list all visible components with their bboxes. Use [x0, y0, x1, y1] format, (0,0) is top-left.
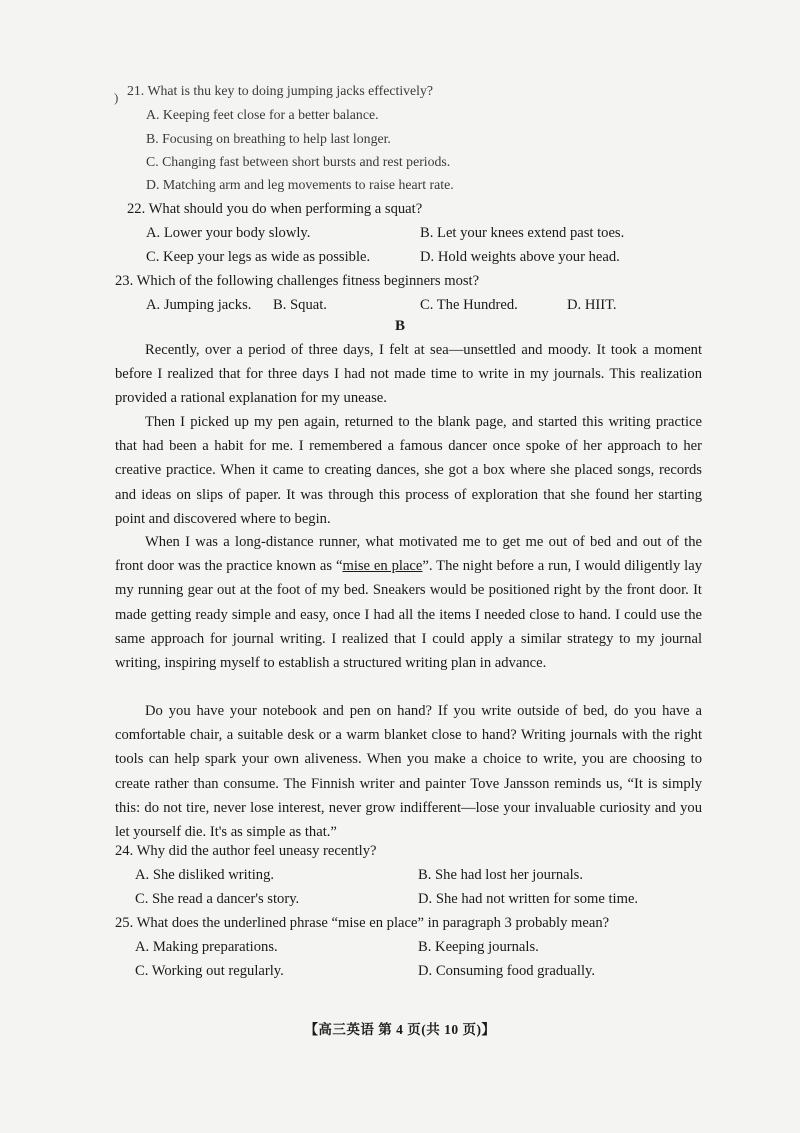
passage-paragraph: Then I picked up my pen again, returned to the blank page, and started this writing practice that had been a habit for me. I remembered a famous dancer once spoke of her approach to her creative practice. When it came to creating dances, she got a box where she placed songs, records and ideas on slips of paper. It was through this process of exploration that she found her starting point and discovered where to begin.	[115, 414, 702, 527]
page-footer: 【高三英语 第 4 页(共 10 页)】	[304, 1022, 496, 1037]
answer-option: B. She had lost her journals.	[418, 867, 583, 883]
answer-option: A. Keeping feet close for a better balance.	[146, 107, 379, 122]
answer-option: D. Hold weights above your head.	[420, 249, 620, 265]
answer-option: A. Jumping jacks.	[146, 297, 252, 313]
answer-option: D. HIIT.	[567, 297, 617, 313]
passage-paragraph: Do you have your notebook and pen on hand? If you write outside of bed, do you have a comfortable chair, a suitable desk or a warm blanket close to hand? Writing journals with the right tools can help spark your own aliveness. When you make a choice to write, you are choosing to create rather than consume. The Finnish writer and painter Tove Jansson reminds us, “It is simply this: do not tire, never lose interest, never grow indifferent—lose your invaluable curiosity and you let yourself die. It's as simple as that.”	[115, 703, 702, 841]
passage-paragraph: Recently, over a period of three days, I felt at sea—unsettled and moody. It took a moment before I realized that for three days I had not made time to write in my journals. This realization provided a rational explanation for my unease.	[115, 342, 702, 407]
answer-option: B. Squat.	[273, 297, 327, 313]
answer-option: C. Keep your legs as wide as possible.	[146, 249, 371, 265]
paragraph-text: ”. The night before a run, I would diligently lay my running gear out at the foot of my bed. Sneakers would be positioned right by the front door. It made getting ready simple and easy, once I had all the items I needed close to hand. I could use the same approach for journal writing. I realized that I could apply a similar strategy to my journal writing, inspiring myself to establish a structured writing plan in advance.	[115, 558, 702, 672]
answer-option: D. She had not written for some time.	[418, 891, 639, 907]
answer-option: D. Matching arm and leg movements to raise heart rate.	[146, 177, 454, 192]
answer-option: C. Working out regularly.	[135, 963, 284, 979]
question-stem: 24. Why did the author feel uneasy recently?	[115, 843, 377, 859]
answer-option: A. Lower your body slowly.	[146, 225, 311, 241]
paragraph-text: When I was a long-distance runner, what motivated me to get me out of bed and out of the front door was the practice known as “	[115, 534, 702, 575]
question-stem: 22. What should you do when performing a squat?	[127, 201, 423, 217]
answer-option: D. Consuming food gradually.	[418, 963, 595, 979]
margin-mark: )	[114, 90, 119, 105]
question-stem: 23. Which of the following challenges fitness beginners most?	[115, 273, 480, 289]
answer-option: B. Let your knees extend past toes.	[420, 225, 625, 241]
question-stem: 21. What is thu key to doing jumping jacks effectively?	[127, 83, 434, 98]
passage-paragraph	[115, 530, 702, 675]
answer-option: A. Making preparations.	[135, 939, 278, 955]
answer-option: A. She disliked writing.	[135, 867, 275, 883]
answer-option: C. The Hundred.	[420, 297, 518, 313]
underlined-phrase: mise en place	[342, 558, 423, 575]
answer-option: B. Keeping journals.	[418, 939, 539, 955]
section-heading: B	[394, 318, 405, 334]
answer-option: B. Focusing on breathing to help last longer.	[146, 131, 391, 146]
answer-option: C. Changing fast between short bursts and rest periods.	[146, 154, 451, 169]
question-stem: 25. What does the underlined phrase “mise en place” in paragraph 3 probably mean?	[115, 915, 610, 931]
answer-option: C. She read a dancer's story.	[135, 891, 300, 907]
